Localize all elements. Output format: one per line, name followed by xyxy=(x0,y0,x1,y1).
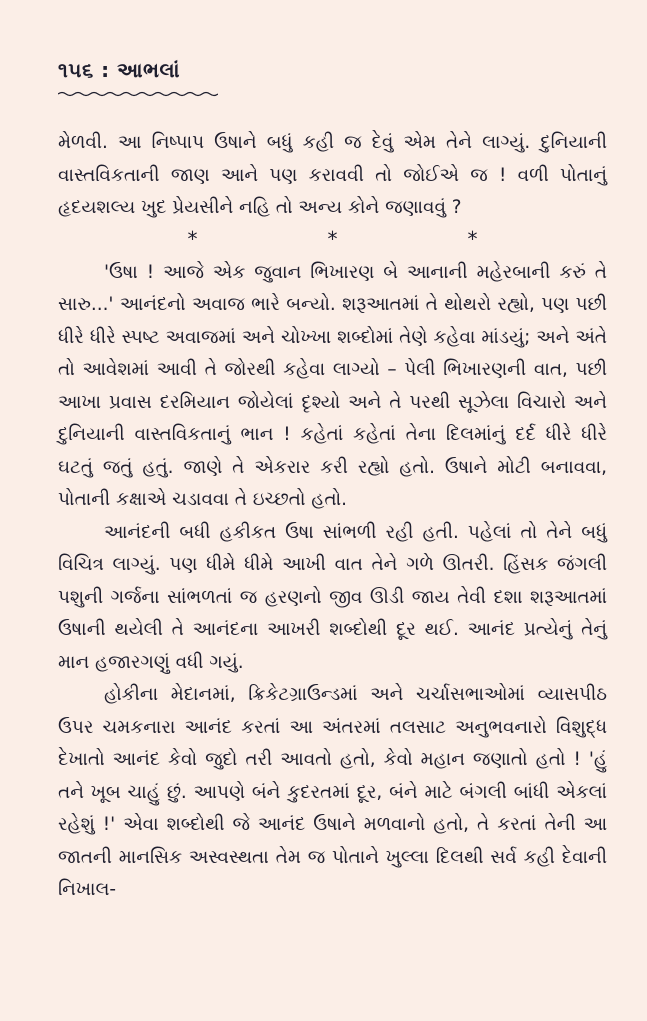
separator-star: * xyxy=(327,226,338,251)
page-number: ૧૫૬ xyxy=(58,58,94,82)
separator-star: * xyxy=(467,226,478,251)
separator-star: * xyxy=(187,226,198,251)
section-separator xyxy=(58,225,607,253)
running-header xyxy=(58,58,218,101)
paragraph-3: આનંદની બધી હકીકત ઉષા સાંભળી રહી હતી. પહેલાં તો તેને બધું વિચિત્ર લાગ્યું. પણ ધીમે ધીમે આખી વાત તેને ગળે ઊતરી. હિંસક જંગલી પશુની ગર્જના સાંભળતાં જ હરણનો જીવ ઊડી જાય તેવી દશા શરૂઆતમાં ઉષાની થયેલી તે આનંદના આખરી શબ્દોથી દૂર થઈ. આનંદ પ્રત્યેનું તેનું માન હજારગણું વધી ગયું. xyxy=(58,521,607,673)
chapter-title: આભલાં xyxy=(117,58,181,82)
paragraph-1: મેળવી. આ નિષ્પાપ ઉષાને બધું કહી જ દેવું એમ તેને લાગ્યું. દુનિયાની વાસ્તવિકતાની જાણ આને પણ કરાવવી તો જોઈએ જ ! વળી પોતાનું હૃદયશલ્ય ખુદ પ્રેયસીને નહિ તો અન્ય કોને જણાવવું ? xyxy=(58,132,607,218)
paragraph-2: 'ઉષા ! આજે એક જુવાન ભિખારણ બે આનાની મહેરબાની કરું તે સારુ...' આનંદનો અવાજ ભારે બન્યો. શરૂઆતમાં તે થોથરો રહ્યો, પણ પછી ધીરે ધીરે સ્પષ્ટ અવાજમાં અને ચોખ્ખા શબ્દોમાં તેણે કહેવા માંડયું; અને અંતે તો આવેશમાં આવી તે જોરથી કહેવા લાગ્યો – પેલી ભિખારણની વાત, પછી આખા પ્રવાસ દરમિયાન જોયેલાં દૃશ્યો અને તે પરથી સૂઝેલા વિચારો અને દુનિયાની વાસ્તવિકતાનું ભાન ! કહેતાં કહેતાં તેના દિલમાંનું દર્દ ધીરે ધીરે ઘટતું જતું હતું. જાણે તે એકરાર કરી રહ્યો હતો. ઉષાને મોટી બનાવવા, પોતાની કક્ષાએ ચડાવવા તે ઇચ્છતો હતો. xyxy=(58,261,607,510)
paragraph-4: હોકીના મેદાનમાં, ક્રિકેટગ્રાઉન્ડમાં અને ચર્ચાસભાઓમાં વ્યાસપીઠ ઉપર ચમકનારા આનંદ કરતાં આ અંતરમાં તલસાટ અનુભવનારો વિશુદ્ધ દેખાતો આનંદ કેવો જુદો તરી આવતો હતો, કેવો મહાન જણાતો હતો ! 'હું તને ખૂબ ચાહું છું. આપણે બંને કુદરતમાં દૂર, બંને માટે બંગલી બાંધી એકલાં રહેશું !' એવા શબ્દોથી જે આનંદ ઉષાને મળવાનો હતો, તે કરતાં તેની આ જાતની માનસિક અસ્વસ્થતા તેમ જ પોતાને ખુલ્લા દિલથી સર્વ કહી દેવાની નિખાલ- xyxy=(58,684,607,900)
header-text xyxy=(58,58,218,82)
header-separator: : xyxy=(101,58,110,82)
header-wavy-rule xyxy=(58,91,218,97)
